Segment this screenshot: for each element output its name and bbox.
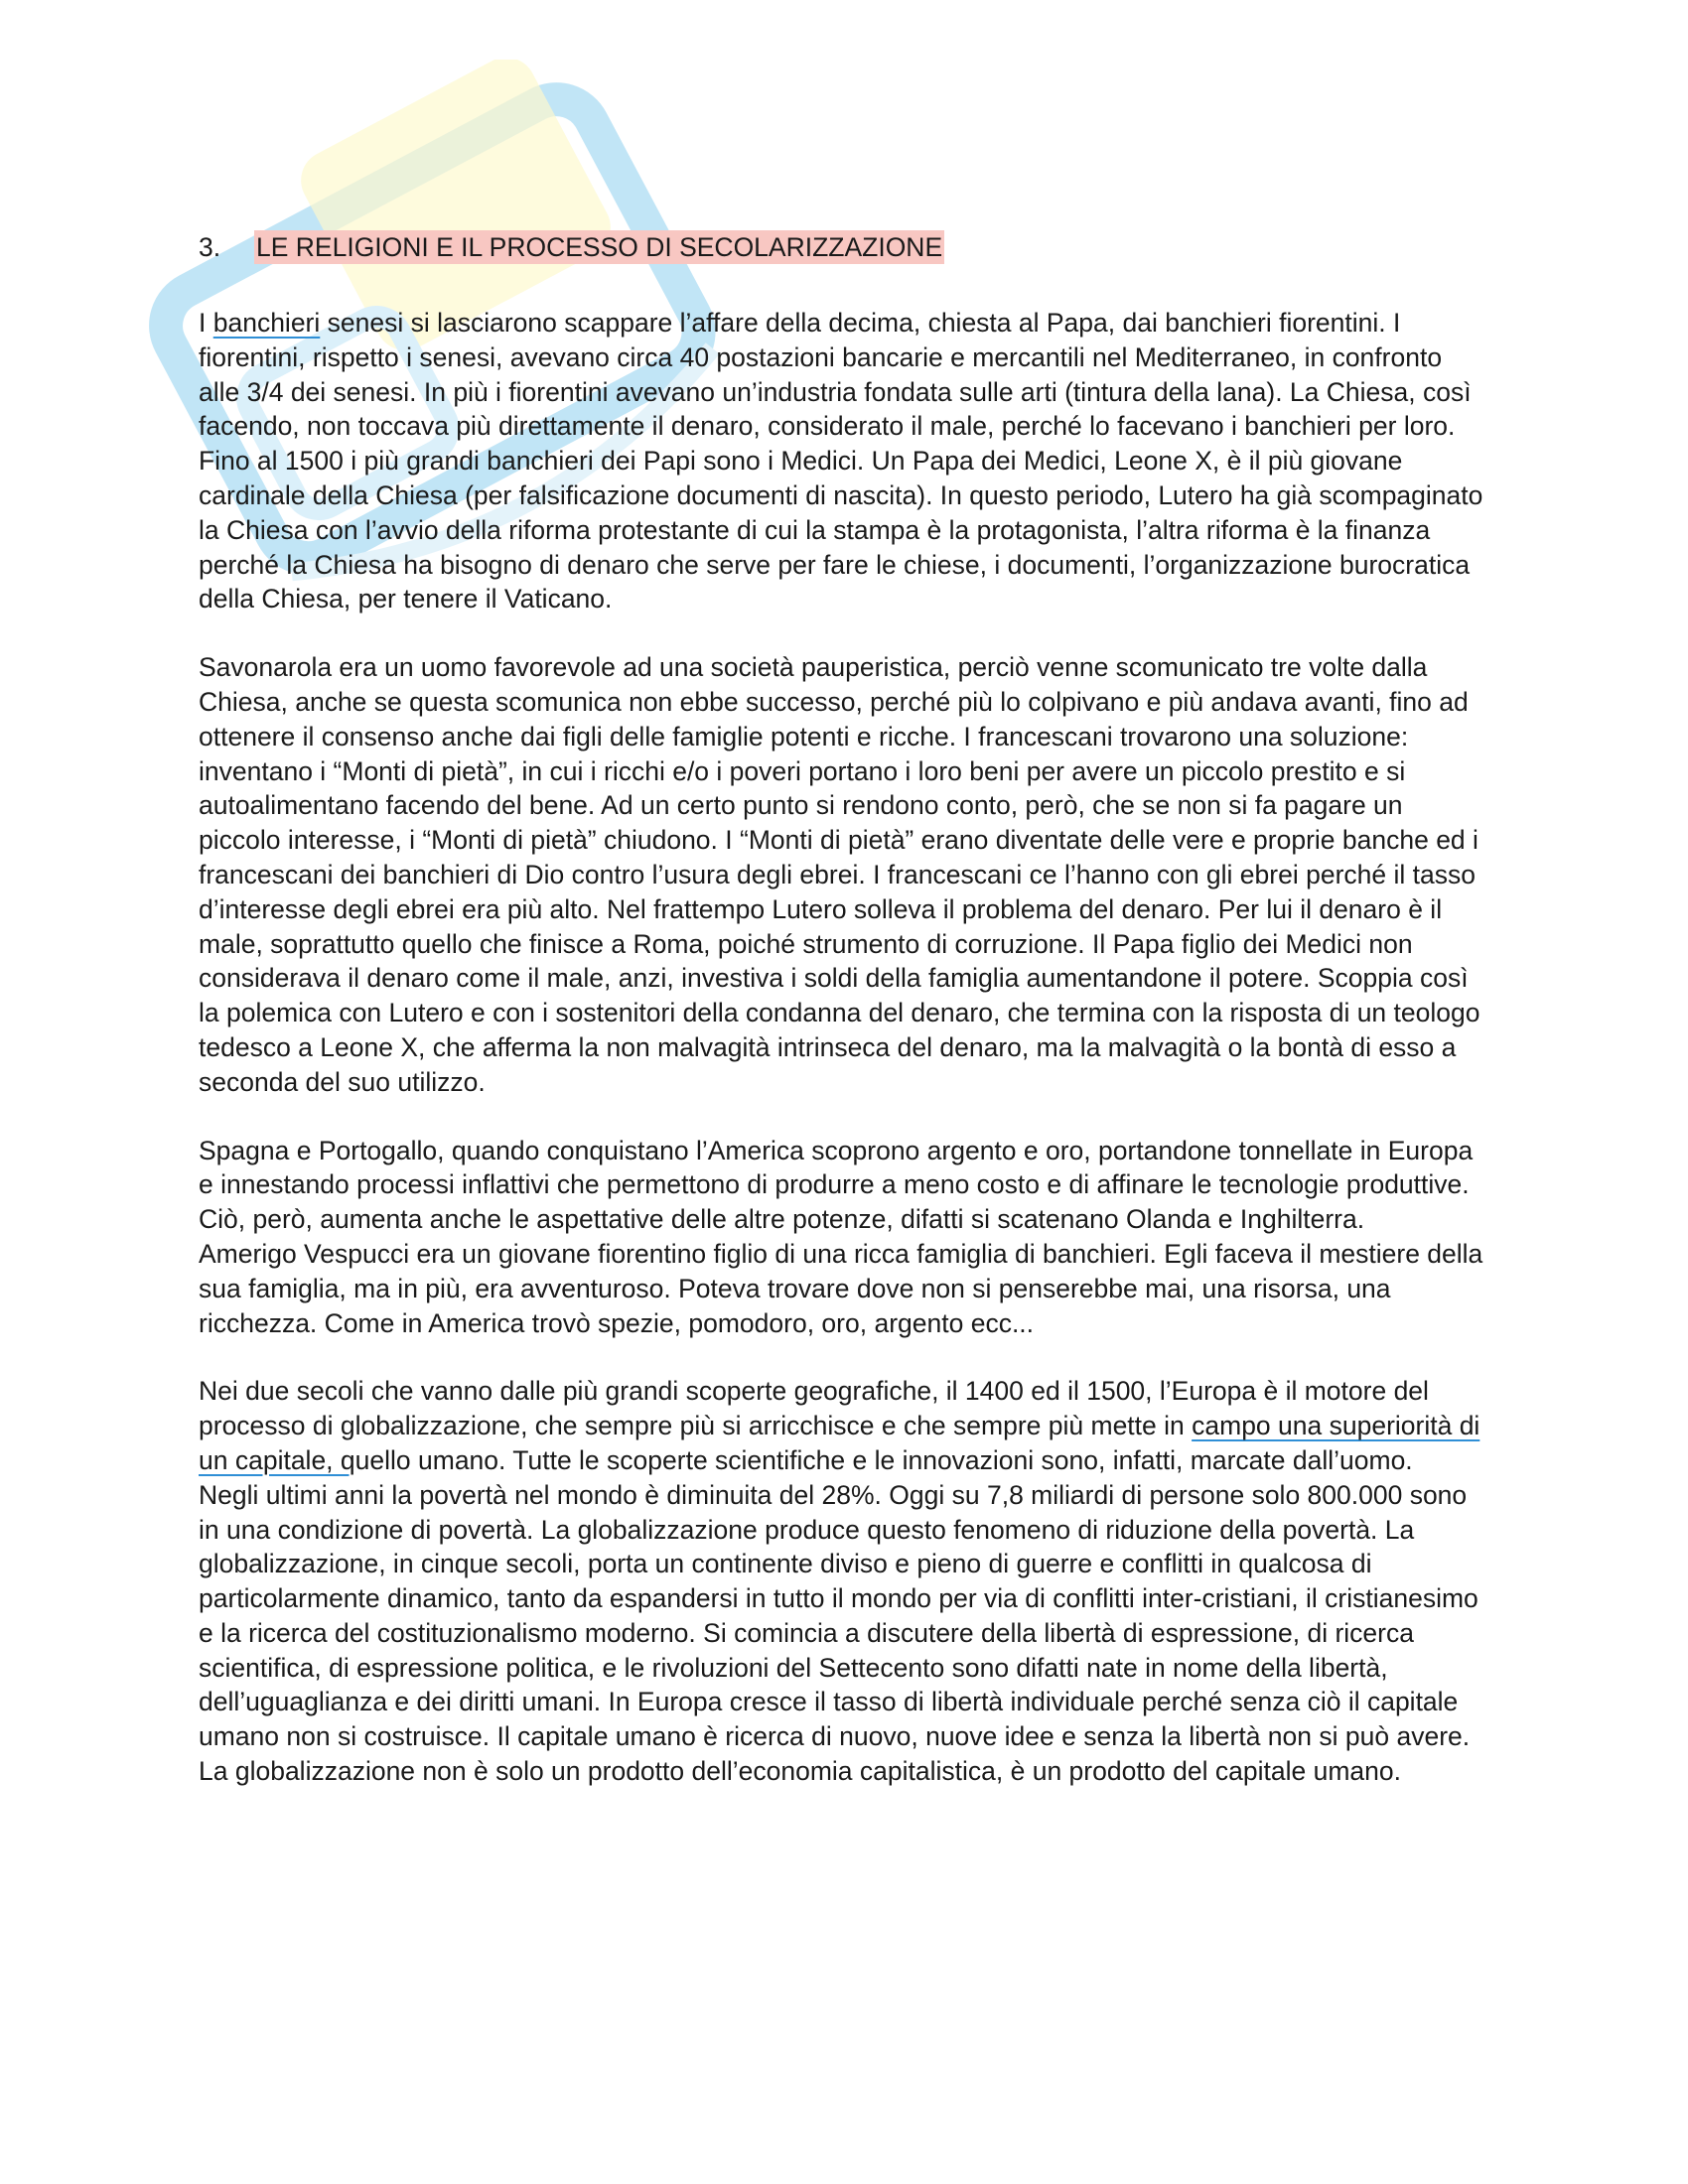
paragraph-spagna-portogallo: Spagna e Portogallo, quando conquistano l’America scoprono argento e oro, portandone tonnellate in Europa e innestando processi inflattivi che permettono di produrre a meno costo e di affinare le tecnologie produttive. Ciò, però, aumenta anche le aspettative delle altre potenze, difatti si scatenano Olanda e Inghilterra. xyxy=(199,1135,1474,1235)
paragraph-lead: Nei due secoli che vanno dalle più grandi scoperte geografiche, il 1400 ed il 1500, l’Europa è il motore del processo di globalizzazione, che sempre più si arricchisce e che sempre più mette in xyxy=(199,1376,1429,1441)
paragraph-lead: I xyxy=(199,308,213,338)
section-heading xyxy=(199,230,1489,264)
paragraph-globalizzazione xyxy=(199,1374,1489,1477)
document-page xyxy=(199,230,1489,1823)
spellcheck-underline: banchieri xyxy=(212,308,321,338)
paragraph-banchieri xyxy=(199,306,1489,616)
paragraph-rest: uello umano. Tutte le scoperte scientifiche e le innovazioni sono, infatti, marcate dall’uomo. xyxy=(354,1444,1413,1475)
paragraph-vespucci: Amerigo Vespucci era un giovane fiorentino figlio di una ricca famiglia di banchieri. Egli faceva il mestiere della sua famiglia, ma in più, era avventuroso. Poteva trovare dove non si penserebbe mai, una risorsa, una ricchezza. Come in America trovò spezie, pomodoro, oro, argento ecc... xyxy=(199,1238,1483,1338)
section-title: LE RELIGIONI E IL PROCESSO DI SECOLARIZZAZIONE xyxy=(256,232,943,262)
section-number: 3. xyxy=(199,232,221,262)
paragraph-savonarola: Savonarola era un uomo favorevole ad una società pauperistica, perciò venne scomunicato tre volte dalla Chiesa, anche se questa scomunica non ebbe successo, perché più lo colpivano e più andava avanti, fino ad ottenere il consenso anche dai figli delle famiglie potenti e ricche. I francescani trovarono una soluzione: inventano i “Monti di pietà”, in cui i ricchi e/o i poveri portano i loro beni per avere un piccolo prestito e si autoalimentano facendo del bene. Ad un certo punto si rendono conto, però, che se non si fa pagare un piccolo interesse, i “Monti di pietà” chiudono. I “Monti di pietà” erano diventate delle vere e proprie banche ed i francescani dei banchieri di Dio contro l’usura degli ebrei. I francescani ce l’hanno con gli ebrei perché il tasso d’interesse degli ebrei era più alto. Nel frattempo Lutero solleva il problema del denaro. Per lui il denaro è il male, soprattutto quello che finisce a Roma, poiché strumento di corruzione. Il Papa figlio dei Medici non considerava il denaro come il male, anzi, investiva i soldi della famiglia aumentandone il potere. Scoppia così la polemica con Lutero e con i sostenitori della condanna del denaro, che termina con la risposta di un teologo tedesco a Leone X, che afferma la non malvagità intrinseca del denaro, ma la malvagità o la bontà di esso a seconda del suo utilizzo. xyxy=(199,652,1480,1097)
paragraph-rest: senesi si lasciarono scappare l’affare della decima, chiesta al Papa, dai banchieri fiorentini. I fiorentini, rispetto i senesi, avevano circa 40 postazioni bancarie e mercantili nel Mediterraneo, in confronto alle 3/4 dei senesi. In più i fiorentini avevano un’industria fondata sulle arti (tintura della lana). La Chiesa, così facendo, non toccava più direttamente il denaro, considerato il male, perché lo facevano i banchieri per loro. Fino al 1500 i più grandi banchieri dei Papi sono i Medici. Un Papa dei Medici, Leone X, è il più giovane cardinale della Chiesa (per falsificazione documenti di nascita). In questo periodo, Lutero ha già scompaginato la Chiesa con l’avvio della riforma protestante di cui la stampa è la protagonista, l’altra riforma è la finanza perché la Chiesa ha bisogno di denaro che serve per fare le chiese, i documenti, l’organizzazione burocratica della Chiesa, per tenere il Vaticano. xyxy=(199,308,1483,614)
grammar-underline: campo una superiorità di un capitale, q xyxy=(199,1411,1480,1475)
paragraph-poverta: Negli ultimi anni la povertà nel mondo è diminuita del 28%. Oggi su 7,8 miliardi di persone solo 800.000 sono in una condizione di povertà. La globalizzazione produce questo fenomeno di riduzione della povertà. La globalizzazione, in cinque secoli, porta un continente diviso e pieno di guerre e conflitti in qualcosa di particolarmente dinamico, tanto da espandersi in tutto il mondo per via di conflitti inter-cristiani, il cristianesimo e la ricerca del costituzionalismo moderno. Si comincia a discutere della libertà di espressione, di ricerca scientifica, di espressione politica, e le rivoluzioni del Settecento sono difatti nate in nome della libertà, dell’uguaglianza e dei diritti umani. In Europa cresce il tasso di libertà individuale perché senza ciò il capitale umano non si costruisce. Il capitale umano è ricerca di nuovo, nuove idee e senza la libertà non si può avere. La globalizzazione non è solo un prodotto dell’economia capitalistica, è un prodotto del capitale umano. xyxy=(199,1479,1478,1787)
